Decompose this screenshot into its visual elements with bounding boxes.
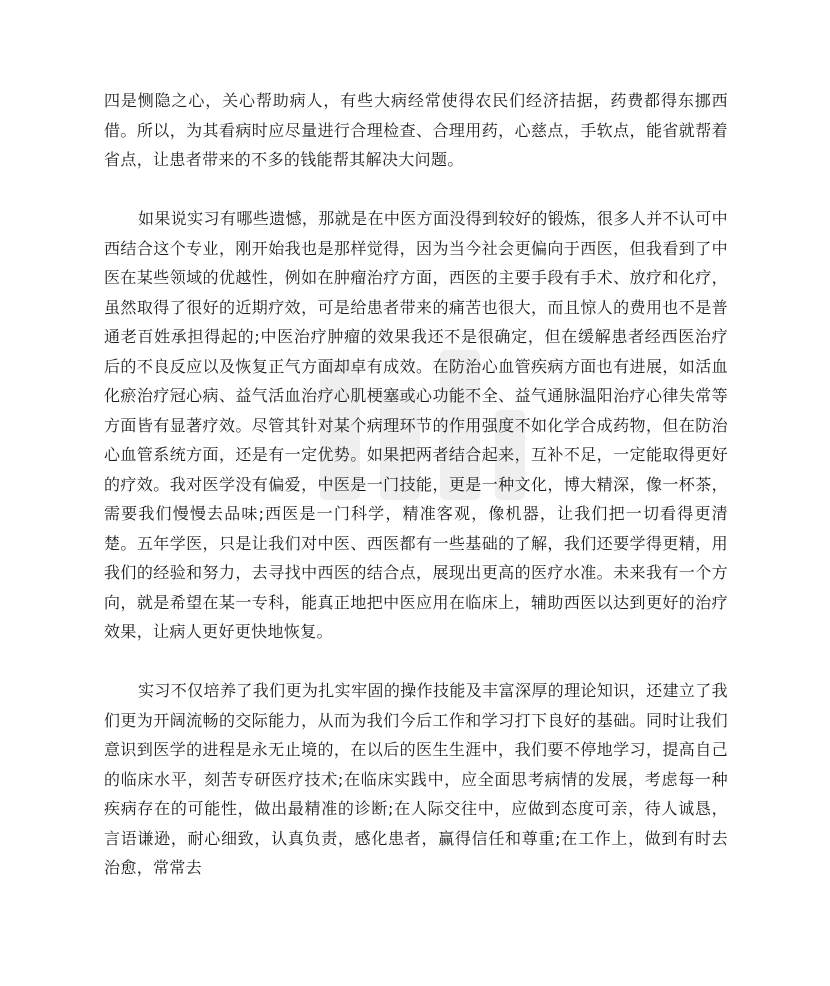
- paragraph-gap: [104, 647, 728, 677]
- document-page: [104, 86, 728, 883]
- paragraph-2: 如果说实习有哪些遗憾，那就是在中医方面没得到较好的锻炼，很多人并不认可中西结合这个专业，刚开始我也是那样觉得，因为当今社会更偏向于西医，但我看到了中医在某些领域的优越性，例如在肿瘤治疗方面，西医的主要手段有手术、放疗和化疗，虽然取得了很好的近期疗效，可是给患者带来的痛苦也很大，而且惊人的费用也不是普通老百姓承担得起的;中医治疗肿瘤的效果我还不是很确定，但在缓解患者经西医治疗后的不良反应以及恢复正气方面却卓有成效。在防治心血管疾病方面也有进展，如活血化瘀治疗冠心病、益气活血治疗心肌梗塞或心功能不全、益气通脉温阳治疗心律失常等方面皆有显著疗效。尽管其针对某个病理环节的作用强度不如化学合成药物，但在防治心血管系统方面，还是有一定优势。如果把两者结合起来，互补不足，一定能取得更好的疗效。我对医学没有偏爱，中医是一门技能，更是一种文化，博大精深，像一杯茶，需要我们慢慢去品味;西医是一门科学，精准客观，像机器，让我们把一切看得更清楚。五年学医，只是让我们对中医、西医都有一些基础的了解，我们还要学得更精，用我们的经验和努力，去寻找中西医的结合点，展现出更高的医疗水准。未来我有一个方向，就是希望在某一专科，能真正地把中医应用在临床上，辅助西医以达到更好的治疗效果，让病人更好更快地恢复。: [104, 209, 728, 641]
- paragraph-1: 四是恻隐之心，关心帮助病人，有些大病经常使得农民们经济拮据，药费都得东挪西借。所以，为其看病时应尽量进行合理检查、合理用药，心慈点，手软点，能省就帮着省点，让患者带来的不多的钱能帮其解决大问题。: [104, 91, 728, 169]
- paragraph-3: 实习不仅培养了我们更为扎实牢固的操作技能及丰富深厚的理论知识，还建立了我们更为开阔流畅的交际能力，从而为我们今后工作和学习打下良好的基础。同时让我们意识到医学的进程是永无止境的，在以后的医生生涯中，我们要不停地学习，提高自己的临床水平，刻苦专研医疗技术;在临床实践中，应全面思考病情的发展，考虑每一种疾病存在的可能性，做出最精准的诊断;在人际交往中，应做到态度可亲，待人诚恳，言语谦逊，耐心细致，认真负责，感化患者，赢得信任和尊重;在工作上，做到有时去治愈，常常去: [104, 681, 728, 877]
- paragraph-gap: [104, 175, 728, 205]
